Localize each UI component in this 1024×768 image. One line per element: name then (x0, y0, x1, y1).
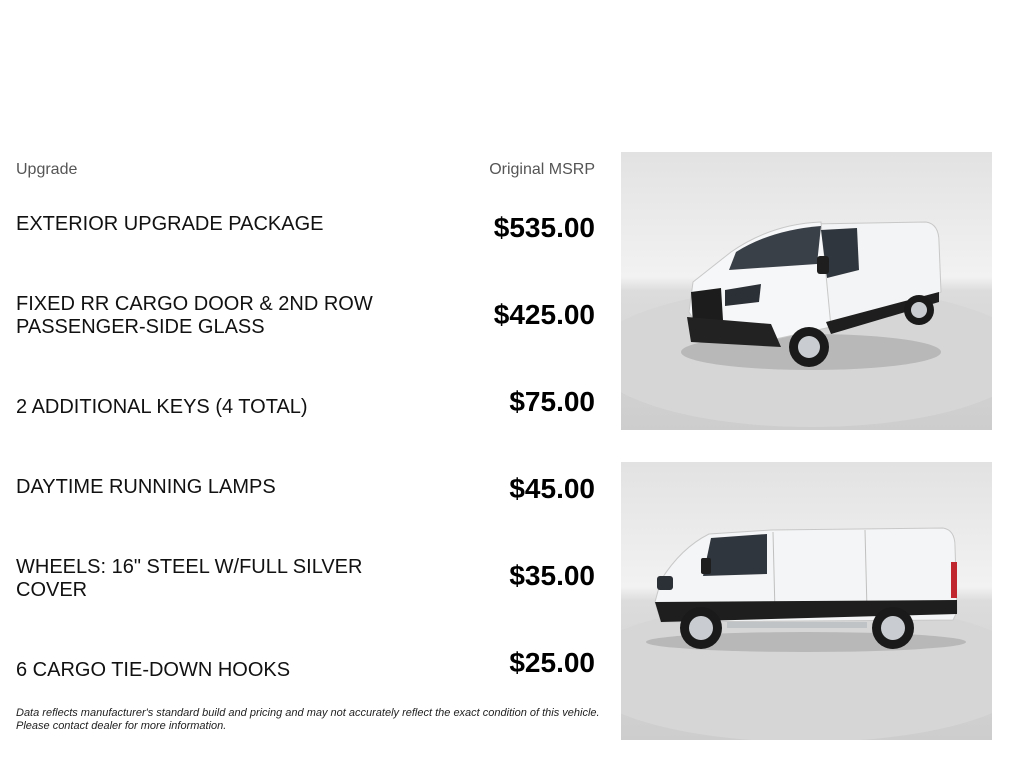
upgrade-price: $35.00 (509, 560, 595, 591)
van-side-profile-icon (621, 462, 992, 740)
upgrade-price: $25.00 (509, 647, 595, 678)
upgrade-price: $75.00 (509, 386, 595, 417)
upgrade-name: DAYTIME RUNNING LAMPS (16, 476, 276, 498)
van-front-three-quarter-icon (621, 152, 992, 430)
upgrade-name: 6 CARGO TIE-DOWN HOOKS (16, 659, 291, 681)
disclaimer-text: Data reflects manufacturer's standard build and pricing and may not accurately reflect the exact condition of this vehicle. Please contact dealer for more information. (16, 707, 600, 732)
upgrade-name: 2 ADDITIONAL KEYS (4 TOTAL) (16, 396, 308, 418)
upgrade-name: EXTERIOR UPGRADE PACKAGE (16, 213, 324, 235)
upgrade-price: $535.00 (493, 212, 595, 243)
msrp-column-header: Original MSRP (489, 161, 595, 178)
van-side-profile-photo[interactable] (621, 462, 992, 740)
upgrade-name: FIXED RR CARGO DOOR & 2ND ROW PASSENGER-SIDE GLASS (16, 293, 373, 338)
van-front-three-quarter-photo[interactable] (621, 152, 992, 430)
upgrade-price: $45.00 (509, 473, 595, 504)
upgrade-column-header: Upgrade (16, 161, 78, 178)
upgrade-price: $425.00 (493, 299, 595, 330)
upgrade-name: WHEELS: 16" STEEL W/FULL SILVER COVER (16, 556, 363, 601)
